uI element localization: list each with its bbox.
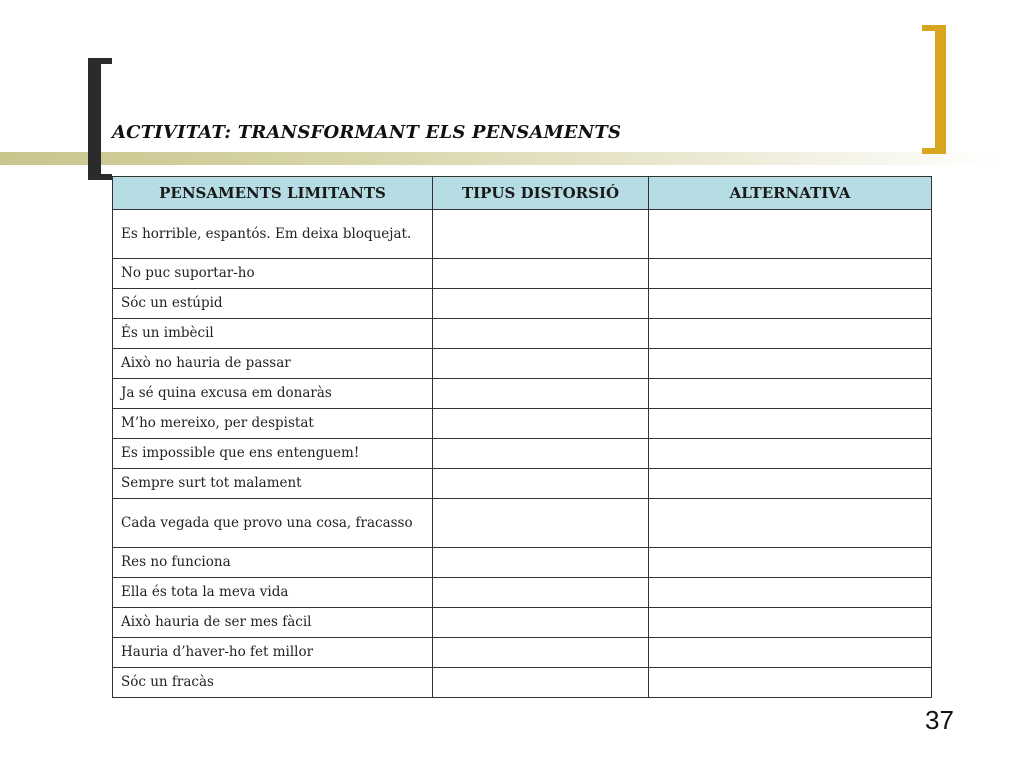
thought-cell: Hauria d’haver-ho fet millor bbox=[113, 638, 433, 668]
alternative-cell bbox=[649, 578, 932, 608]
distortion-cell bbox=[433, 638, 649, 668]
alternative-cell bbox=[649, 409, 932, 439]
table-row bbox=[113, 379, 932, 409]
distortion-cell bbox=[433, 259, 649, 289]
table-row bbox=[113, 548, 932, 578]
alternative-cell bbox=[649, 638, 932, 668]
alternative-cell bbox=[649, 289, 932, 319]
alternative-cell bbox=[649, 668, 932, 698]
thought-cell: Això no hauria de passar bbox=[113, 349, 433, 379]
thought-cell: Sóc un estúpid bbox=[113, 289, 433, 319]
table-header-row bbox=[113, 177, 932, 210]
table-row bbox=[113, 668, 932, 698]
distortion-cell bbox=[433, 349, 649, 379]
alternative-cell bbox=[649, 259, 932, 289]
table-row bbox=[113, 349, 932, 379]
right-bracket-decoration bbox=[935, 25, 946, 154]
table-row bbox=[113, 409, 932, 439]
distortion-cell bbox=[433, 379, 649, 409]
distortion-cell bbox=[433, 319, 649, 349]
thought-cell: Sóc un fracàs bbox=[113, 668, 433, 698]
thought-cell: Es horrible, espantós. Em deixa bloquejat. bbox=[113, 210, 433, 259]
distortion-cell bbox=[433, 289, 649, 319]
distortion-cell bbox=[433, 668, 649, 698]
table-row bbox=[113, 319, 932, 349]
distortion-cell bbox=[433, 608, 649, 638]
thought-cell: Ja sé quina excusa em donaràs bbox=[113, 379, 433, 409]
thought-cell: Cada vegada que provo una cosa, fracasso bbox=[113, 499, 433, 548]
column-header-distortion-type: TIPUS DISTORSIÓ bbox=[433, 177, 649, 210]
thought-cell: Es impossible que ens entenguem! bbox=[113, 439, 433, 469]
column-header-alternative: ALTERNATIVA bbox=[649, 177, 932, 210]
thought-cell: No puc suportar-ho bbox=[113, 259, 433, 289]
distortion-cell bbox=[433, 409, 649, 439]
decorative-line bbox=[0, 152, 1000, 165]
thought-cell: Sempre surt tot malament bbox=[113, 469, 433, 499]
distortion-cell bbox=[433, 578, 649, 608]
alternative-cell bbox=[649, 608, 932, 638]
thought-cell: És un imbècil bbox=[113, 319, 433, 349]
thought-cell: M’ho mereixo, per despistat bbox=[113, 409, 433, 439]
table-row bbox=[113, 469, 932, 499]
distortion-cell bbox=[433, 499, 649, 548]
table-row bbox=[113, 210, 932, 259]
thought-cell: Ella és tota la meva vida bbox=[113, 578, 433, 608]
thought-cell: Res no funciona bbox=[113, 548, 433, 578]
table-row bbox=[113, 259, 932, 289]
alternative-cell bbox=[649, 349, 932, 379]
table-row bbox=[113, 499, 932, 548]
alternative-cell bbox=[649, 319, 932, 349]
alternative-cell bbox=[649, 379, 932, 409]
alternative-cell bbox=[649, 469, 932, 499]
activity-table bbox=[112, 176, 932, 698]
left-bracket-decoration bbox=[88, 58, 101, 180]
thought-cell: Això hauria de ser mes fàcil bbox=[113, 608, 433, 638]
alternative-cell bbox=[649, 499, 932, 548]
table-row bbox=[113, 578, 932, 608]
alternative-cell bbox=[649, 548, 932, 578]
column-header-limiting-thoughts: PENSAMENTS LIMITANTS bbox=[113, 177, 433, 210]
table-row bbox=[113, 638, 932, 668]
distortion-cell bbox=[433, 469, 649, 499]
distortion-cell bbox=[433, 439, 649, 469]
distortion-cell bbox=[433, 210, 649, 259]
page-number: 37 bbox=[925, 705, 954, 735]
table-row bbox=[113, 289, 932, 319]
table-row bbox=[113, 439, 932, 469]
alternative-cell bbox=[649, 210, 932, 259]
alternative-cell bbox=[649, 439, 932, 469]
page-title: ACTIVITAT: TRANSFORMANT ELS PENSAMENTS bbox=[112, 122, 622, 143]
table-row bbox=[113, 608, 932, 638]
distortion-cell bbox=[433, 548, 649, 578]
